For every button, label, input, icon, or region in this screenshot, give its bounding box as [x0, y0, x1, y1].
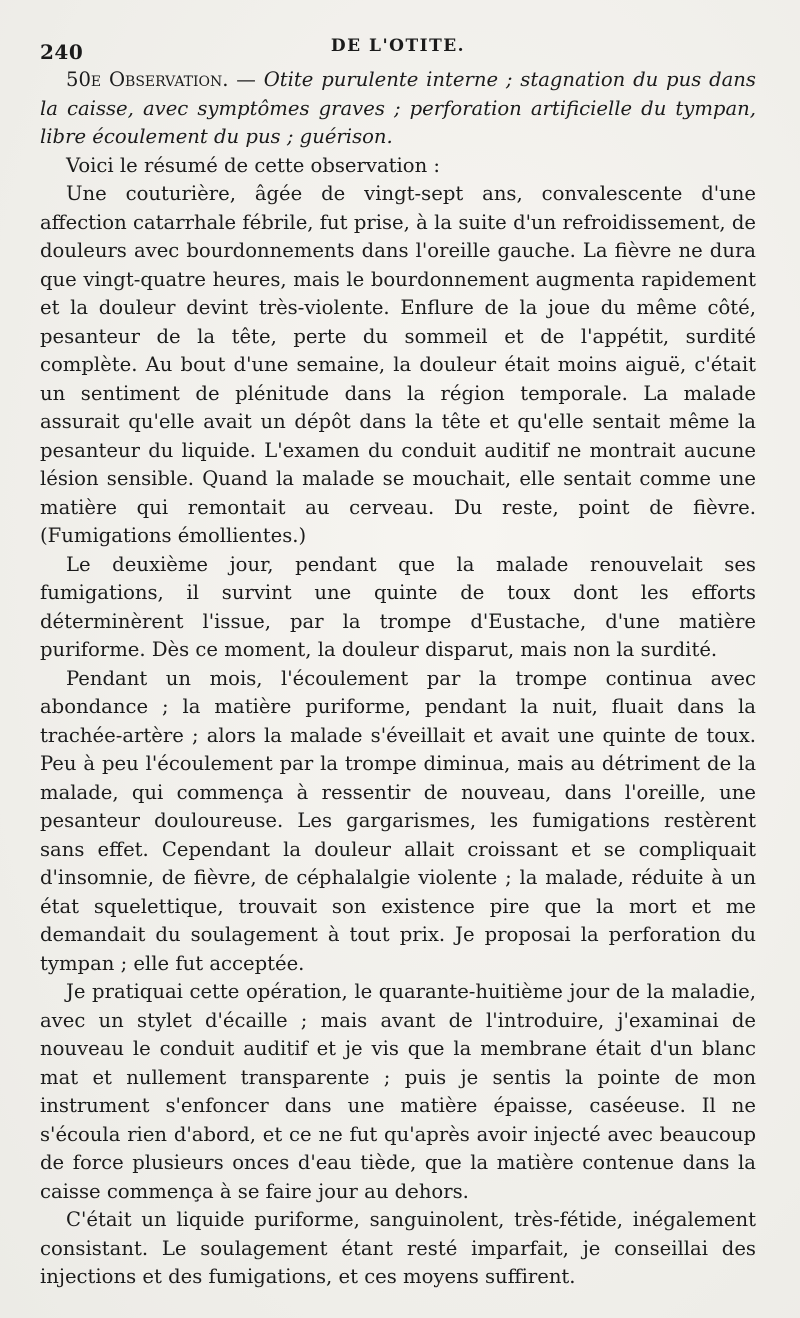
paragraph-operation: Je pratiquai cette opération, le quarante-huitième jour de la maladie, avec un stylet d'écaille ; mais avant de l'introduire, j'examinai de nouveau le conduit auditif et je vis que la membrane était d'un blanc mat et nullement transparente ; puis je sentis la pointe de mon instrument s'enfoncer dans une matière épaisse, caséeuse. Il ne s'écoula rien d'abord, et ce ne fut qu'après avoir injecté avec beaucoup de force plusieurs onces d'eau tiède, que la matière contenue dans la caisse commença à se faire jour au dehors.	[40, 980, 756, 1203]
page-number: 240	[40, 40, 84, 64]
paragraph-one-month: Pendant un mois, l'écoulement par la trompe continua avec abondance ; la matière puriforme, pendant la nuit, fluait dans la trachée-artère ; alors la malade s'éveillait et avait une quinte de toux. Peu à peu l'écoulement par la trompe diminua, mais au détriment de la malade, qui commença à ressentir de nouveau, dans l'oreille, une pesanteur douloureuse. Les gargarismes, les fumigations restèrent sans effet. Cependant la douleur allait croissant et se compliquait d'insomnie, de fièvre, de céphalalgie violente ; la malade, réduite à un état squelettique, trouvait son existence pire que la mort et me demandait du soulagement à tout prix. Je proposai la perforation du tympan ; elle fut acceptée.	[40, 666, 756, 975]
running-title: DE L'OTITE.	[330, 36, 466, 56]
paragraph-intro: Voici le résumé de cette observation :	[66, 153, 441, 177]
observation-label: 50e Observation. —	[66, 68, 256, 91]
observation-heading	[40, 66, 756, 152]
paragraph-second-day: Le deuxième jour, pendant que la malade renouvelait ses fumigations, il survint une quinte de toux dont les efforts déterminèrent l'issue, par la trompe d'Eustache, d'une matière puriforme. Dès ce moment, la douleur disparut, mais non la surdité.	[40, 552, 756, 661]
observation-description: Otite purulente interne ; stagnation du pus dans la caisse, avec symptômes graves ; perforation artificielle du tympan, libre écoulement du pus ; guérison.	[40, 68, 756, 148]
page-header	[40, 30, 756, 64]
paragraph-outcome: C'était un liquide puriforme, sanguinolent, très-fétide, inégalement consistant. Le soulagement étant resté imparfait, je conseillai des injections et des fumigations, et ces moyens suffirent.	[40, 1208, 756, 1288]
paragraph-case-history: Une couturière, âgée de vingt-sept ans, convalescente d'une affection catarrhale fébrile, fut prise, à la suite d'un refroidissement, de douleurs avec bourdonnements dans l'oreille gauche. La fièvre ne dura que vingt-quatre heures, mais le bourdonnement augmenta rapidement et la douleur devint très-violente. Enflure de la joue du même côté, pesanteur de la tête, perte du sommeil et de l'appétit, surdité complète. Au bout d'une semaine, la douleur était moins aiguë, c'était un sentiment de plénitude dans la région temporale. La malade assurait qu'elle avait un dépôt dans la tête et qu'elle sentait même la pesanteur du liquide. L'examen du conduit auditif ne montrait aucune lésion sensible. Quand la malade se mouchait, elle sentait comme une matière qui remontait au cerveau. Du reste, point de fièvre. (Fumigations émollientes.)	[40, 182, 756, 547]
body-text	[40, 66, 756, 1292]
